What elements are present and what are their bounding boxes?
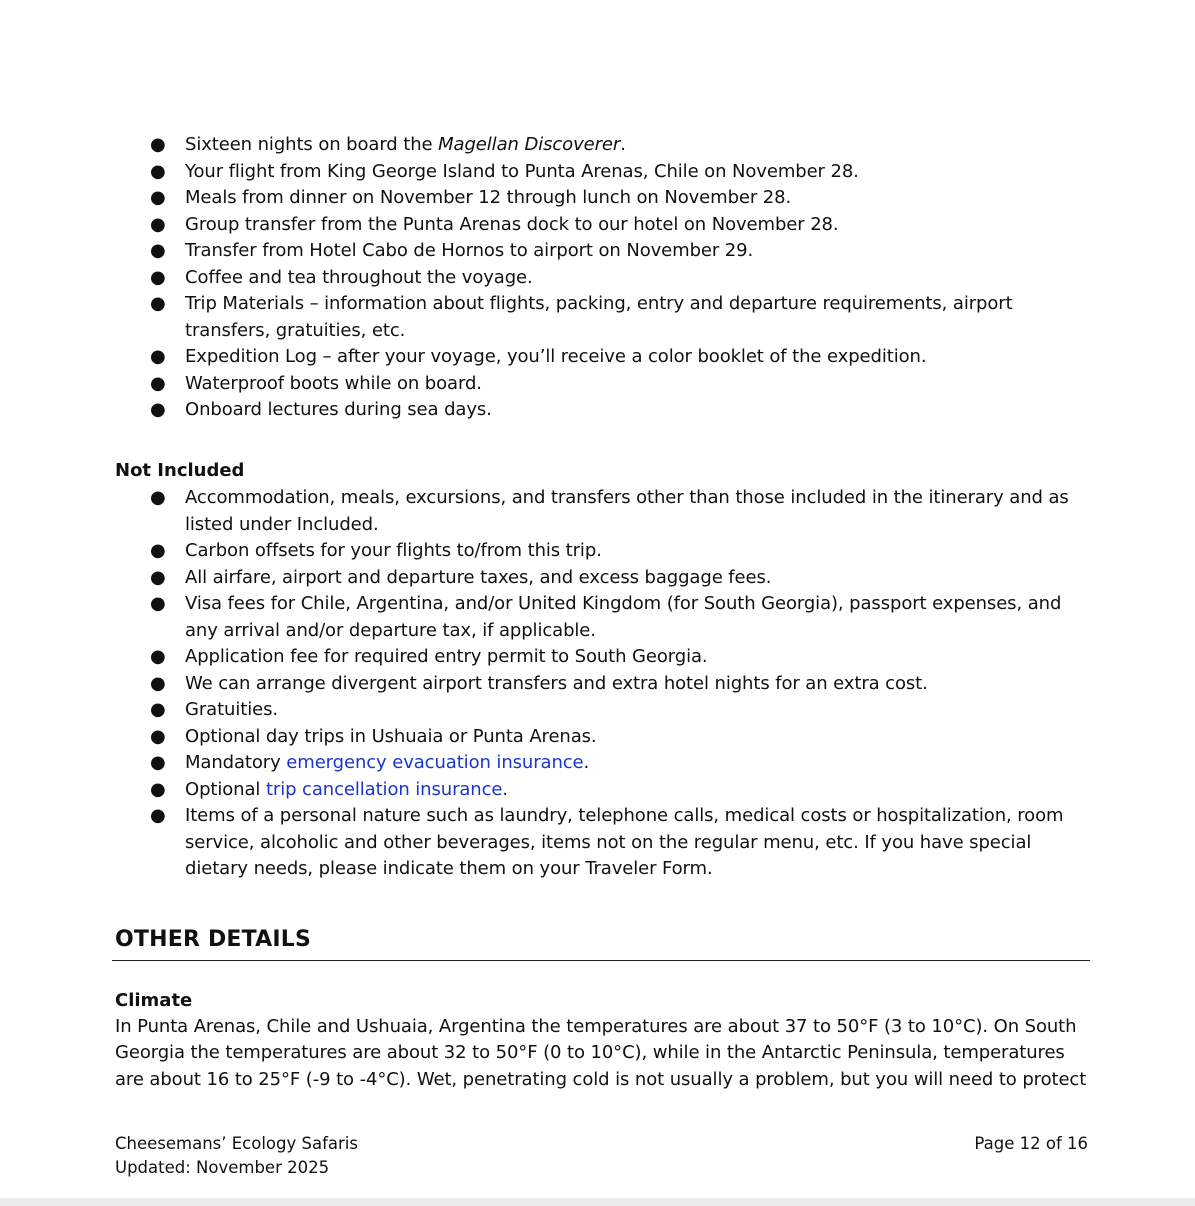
list-item-text: Visa fees for Chile, Argentina, and/or United Kingdom (for South Georgia), passport expenses, and any arrival and/or departure tax, if applicable. [185, 593, 1062, 641]
bullet-icon: ● [150, 240, 166, 261]
list-item-text: Optional day trips in Ushuaia or Punta Arenas. [185, 725, 597, 747]
bullet-icon: ● [150, 134, 166, 155]
insurance-link[interactable]: emergency evacuation insurance [286, 752, 584, 773]
not-included-heading: Not Included [115, 460, 245, 481]
ship-name: Magellan Discoverer [438, 134, 621, 155]
climate-heading: Climate [115, 990, 193, 1011]
bullet-icon: ● [150, 593, 166, 614]
footer-company: Cheesemans’ Ecology Safaris [115, 1134, 358, 1153]
footer-updated: Updated: November 2025 [115, 1157, 330, 1177]
bullet-icon: ● [150, 187, 166, 208]
list-item [115, 238, 1090, 265]
list-item-text: Meals from dinner on November 12 through lunch on November 28. [185, 187, 792, 208]
bullet-icon: ● [150, 372, 166, 394]
list-item [115, 644, 1090, 671]
bullet-icon: ● [150, 725, 166, 747]
list-item-text: Waterproof boots while on board. [185, 372, 482, 394]
list-item [115, 371, 1090, 398]
bullet-icon: ● [150, 699, 166, 720]
list-item [115, 397, 1090, 424]
list-item-text: Sixteen nights on board the [185, 134, 439, 155]
list-item [115, 344, 1090, 371]
bullet-icon: ● [150, 540, 166, 561]
list-item [115, 538, 1090, 565]
list-item-text: We can arrange divergent airport transfers and extra hotel nights for an extra cost. [185, 672, 928, 694]
bullet-icon: ● [150, 399, 166, 420]
bullet-icon: ● [150, 160, 166, 182]
list-item [115, 777, 1090, 804]
climate-paragraph: In Punta Arenas, Chile and Ushuaia, Argentina the temperatures are about 37 to 50°F (3 to 10°C). On South Georgia the temperatures are about 32 to 50°F (0 to 10°C), while in the Antarctic Peninsula, temperatures are about 16 to 25°F (-9 to -4°C). Wet, penetrating cold is not usually a problem, but you will need to protect [115, 1016, 1087, 1090]
list-item-text: Your flight from King George Island to Punta Arenas, Chile on November 28. [185, 160, 859, 182]
list-item-text: Expedition Log – after your voyage, you’ll receive a color booklet of the expedition. [185, 346, 927, 367]
bullet-icon: ● [150, 487, 166, 508]
bullet-icon: ● [150, 778, 166, 800]
list-item-text: Application fee for required entry permit to South Georgia. [185, 646, 708, 667]
list-item-text: All airfare, airport and departure taxes, and excess baggage fees. [185, 566, 772, 588]
list-item-text: . [583, 752, 590, 773]
bullet-icon: ● [150, 346, 166, 367]
list-item-text: Onboard lectures during sea days. [185, 399, 492, 420]
footer-page-number: Page 12 of 16 [974, 1134, 1088, 1153]
bullet-icon: ● [150, 752, 166, 773]
list-item-text: Transfer from Hotel Cabo de Hornos to airport on November 29. [185, 240, 754, 261]
list-item-text: Trip Materials – information about flights, packing, entry and departure requirements, airport transfers, gratuities, etc. [185, 293, 1013, 341]
list-item [115, 485, 1090, 538]
list-item-text: Group transfer from the Punta Arenas dock to our hotel on November 28. [185, 213, 839, 235]
list-item-text: Items of a personal nature such as laundry, telephone calls, medical costs or hospitalization, room service, alcoholic and other beverages, items not on the regular menu, etc. If you have special dietary needs, please indicate them on your Traveler Form. [185, 805, 1064, 879]
not-included-list [115, 485, 1090, 883]
list-item [115, 591, 1090, 644]
bullet-icon: ● [150, 213, 166, 235]
list-item [115, 159, 1090, 186]
bullet-icon: ● [150, 672, 166, 694]
list-item [115, 724, 1090, 751]
included-list [115, 132, 1090, 424]
list-item-text: Coffee and tea throughout the voyage. [185, 266, 533, 288]
list-item-text: Accommodation, meals, excursions, and transfers other than those included in the itinerary and as listed under Included. [185, 487, 1069, 535]
section-divider [112, 960, 1090, 961]
list-item-text: Gratuities. [185, 699, 278, 720]
list-item-text: Mandatory [185, 752, 287, 773]
bullet-icon: ● [150, 646, 166, 667]
list-item [115, 697, 1090, 724]
footer-left [115, 1132, 358, 1179]
list-item [115, 565, 1090, 592]
list-item [115, 265, 1090, 292]
list-item-text: . [502, 778, 509, 800]
bullet-icon: ● [150, 266, 166, 288]
list-item-text: Optional [185, 778, 266, 800]
list-item [115, 291, 1090, 344]
list-item [115, 185, 1090, 212]
bullet-icon: ● [150, 293, 166, 314]
insurance-link[interactable]: trip cancellation insurance [265, 778, 503, 800]
list-item [115, 803, 1090, 883]
other-details-title: OTHER DETAILS [115, 927, 312, 952]
list-item [115, 132, 1090, 159]
bullet-icon: ● [150, 805, 166, 826]
list-item-text: . [620, 134, 626, 155]
list-item [115, 212, 1090, 239]
bullet-icon: ● [150, 566, 166, 588]
list-item [115, 750, 1090, 777]
list-item [115, 671, 1090, 698]
list-item-text: Carbon offsets for your flights to/from this trip. [185, 540, 602, 561]
